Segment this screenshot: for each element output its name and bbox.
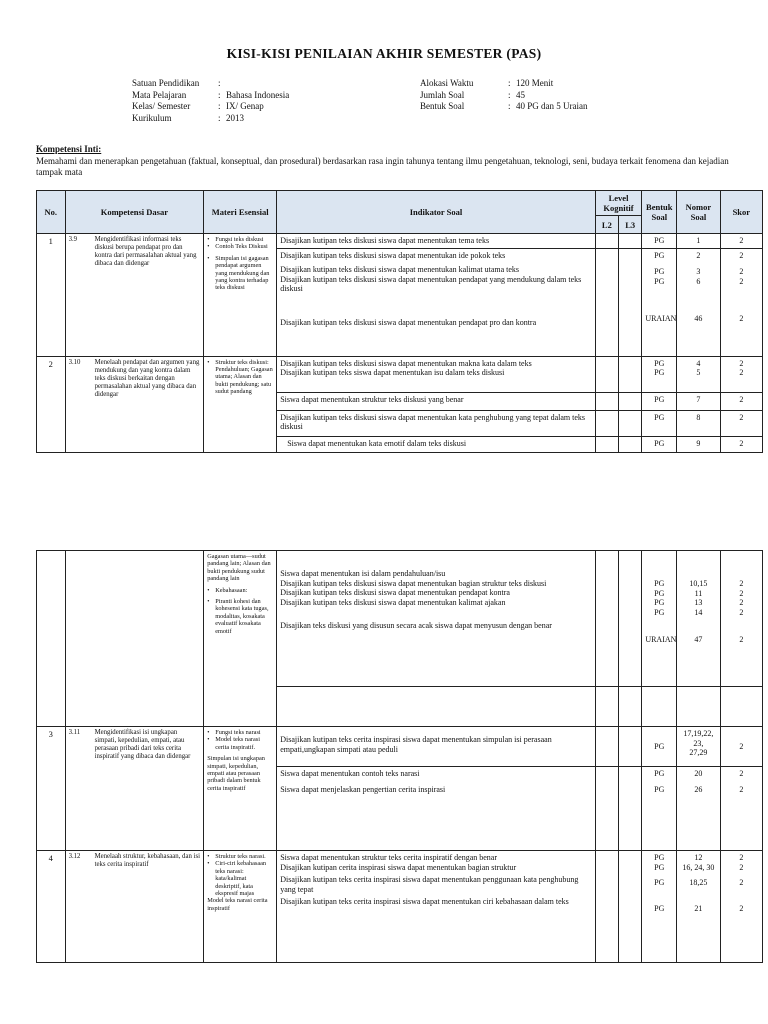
nomor-value: 11 bbox=[694, 588, 703, 598]
meta-key: Mata Pelajaran bbox=[132, 89, 187, 100]
table-row bbox=[37, 234, 763, 249]
header-skor: Skor bbox=[720, 191, 762, 234]
indikator-item: Siswa dapat menentukan struktur teks diskusi yang benar bbox=[277, 392, 596, 410]
bentuk-cell bbox=[642, 551, 677, 687]
bentuk-cell: PG bbox=[642, 436, 677, 452]
meta-value: 120 Menit bbox=[516, 78, 554, 88]
l3-cell bbox=[619, 687, 642, 727]
identity-left bbox=[132, 78, 289, 124]
l2-cell bbox=[595, 551, 618, 687]
l3-cell bbox=[619, 851, 642, 963]
header-l3: L3 bbox=[619, 216, 642, 234]
materi-cell: • Struktur teks diskusi: Pendahuluan; Gagasan utama; Alasan dan bukti pendukung; satu sudut pandang bbox=[204, 356, 277, 452]
indikator-item: Disajikan kutipan teks cerita inspirasi siswa dapat menentukan penggunaan kata penghubung yang tepat bbox=[280, 875, 579, 894]
bentuk-value: PG bbox=[654, 358, 665, 368]
kd-code: 3.12 bbox=[68, 853, 81, 860]
indikator-item: Siswa dapat menentukan contoh teks narasi bbox=[280, 769, 420, 778]
kd-text: Mengidentifikasi isi ungkapan simpati, kepedulian, empati, atau perasaan pribadi dari teks cerita inspiratif yang dibaca dan didengar bbox=[94, 729, 191, 760]
materi-item: Struktur teks diskusi: Pendahuluan; Gagasan utama; Alasan dan bukti pendukung; satu sudut pandang bbox=[215, 358, 273, 396]
materi-item: Ciri-ciri kebahasaan teks narasi: kata/kalimat deskriptif, kata ekspresif majas bbox=[215, 860, 267, 898]
meta-value: 40 PG dan 5 Uraian bbox=[516, 101, 588, 111]
indikator-item: Disajikan teks diskusi yang disusun secara acak siswa dapat menyusun dengan benar bbox=[280, 621, 552, 630]
bentuk-value: PG bbox=[654, 250, 665, 260]
kd-text: Menelaah pendapat dan argumen yang mendukung dan yang kontra dalam teks diskusi berkaitan dengan permasalahan aktual yang dibaca dan didengar bbox=[94, 358, 200, 398]
bentuk-cell bbox=[642, 248, 677, 356]
nomor-value: 6 bbox=[696, 276, 701, 286]
bentuk-value: PG bbox=[654, 588, 665, 598]
l3-cell bbox=[619, 410, 642, 436]
skor-value: 2 bbox=[739, 862, 744, 872]
nomor-cell: 8 bbox=[677, 410, 720, 436]
indikator-item: Disajikan kutipan teks diskusi siswa dapat menentukan makna kata dalam teks bbox=[280, 358, 532, 368]
l2-cell bbox=[595, 248, 618, 356]
header-nomor-soal: Nomor Soal bbox=[677, 191, 720, 234]
materi-item: Kebahasaan: bbox=[215, 586, 248, 594]
skor-value: 2 bbox=[739, 598, 744, 607]
indikator-cell bbox=[277, 767, 596, 851]
l2-cell bbox=[595, 687, 618, 727]
bentuk-value: PG bbox=[654, 862, 665, 872]
l3-cell bbox=[619, 248, 642, 356]
indikator-item: Disajikan kutipan teks diskusi siswa dapat menentukan bagian struktur teks diskusi bbox=[280, 578, 547, 588]
bentuk-value: PG bbox=[654, 903, 665, 913]
bentuk-cell bbox=[642, 687, 677, 727]
header-kompetensi-dasar: Kompetensi Dasar bbox=[65, 191, 204, 234]
l3-cell bbox=[619, 356, 642, 392]
skor-cell bbox=[720, 687, 762, 727]
nomor-value: 20 bbox=[694, 769, 703, 778]
skor-cell: 2 bbox=[720, 392, 762, 410]
skor-value: 2 bbox=[739, 784, 744, 794]
materi-cell: • Fungsi teks narasi • Model teks narasi cerita inspiratif. Simpulan isi ungkapan simpati, kepedulian, empati atau perasaan pribadi dalam bentuk cerita inspiratif bbox=[204, 727, 277, 851]
nomor-value: 10,15 bbox=[689, 579, 708, 588]
materi-cell: • Struktur teks narasi. • Ciri-ciri kebahasaan teks narasi: kata/kalimat deskriptif, kata ekspresif majas Model teks narasi cerita inspiratif bbox=[204, 851, 277, 963]
skor-value: 2 bbox=[739, 769, 744, 778]
l3-cell bbox=[619, 392, 642, 410]
materi-cell: • Fungsi teks diskusi • Contoh Teks Diskusi • Simpulan isi gagasan pendapat argumen yang mendukung dan yang kontra terhadap teks diskusi bbox=[204, 234, 277, 357]
bentuk-value: PG bbox=[654, 853, 665, 862]
bentuk-value: PG bbox=[654, 579, 665, 588]
row-number: 1 bbox=[37, 234, 66, 357]
nomor-value: 27,29 bbox=[689, 748, 708, 757]
nomor-value: 14 bbox=[694, 607, 703, 617]
indikator-item: Siswa dapat menentukan struktur teks cerita inspiratif dengan benar bbox=[280, 853, 498, 862]
nomor-value: 23, bbox=[693, 738, 704, 748]
meta-colon: : bbox=[508, 101, 511, 111]
indikator-cell bbox=[277, 727, 596, 767]
skor-value: 2 bbox=[739, 358, 744, 368]
bentuk-cell bbox=[642, 356, 677, 392]
kd-code: 3.9 bbox=[68, 236, 78, 243]
nomor-value: 4 bbox=[696, 358, 701, 368]
meta-colon: : bbox=[508, 89, 511, 100]
bentuk-value: PG bbox=[654, 784, 665, 794]
header-l2: L2 bbox=[595, 216, 618, 234]
bentuk-value: PG bbox=[654, 769, 665, 778]
l2-cell bbox=[595, 767, 618, 851]
indikator-cell bbox=[277, 687, 596, 727]
kompetensi-inti-heading: Kompetensi Inti: bbox=[36, 144, 102, 154]
table-row bbox=[37, 551, 763, 687]
kompetensi-dasar-cell bbox=[65, 234, 204, 357]
nomor-value: 3 bbox=[696, 267, 701, 276]
skor-value: 2 bbox=[739, 267, 744, 276]
indikator-item: Disajikan kutipan teks diskusi siswa dapat menentukan tema teks bbox=[280, 236, 490, 245]
kompetensi-dasar-cell bbox=[65, 727, 204, 851]
indikator-item: Disajikan kutipan teks cerita inspirasi siswa dapat menentukan simpulan isi perasaan empati,ungkapan simpati atau peduli bbox=[280, 735, 552, 754]
bentuk-value: PG bbox=[654, 878, 665, 887]
skor-value: 2 bbox=[739, 607, 744, 617]
skor-value: 2 bbox=[739, 368, 744, 377]
kd-text: Menelaah struktur, kebahasaan, dan isi teks cerita inspiratif bbox=[94, 853, 200, 868]
meta-key: Alokasi Waktu bbox=[420, 78, 474, 88]
nomor-value: 26 bbox=[694, 784, 703, 794]
kd-text: Mengidentifikasi informasi teks diskusi berupa pendapat pro dan kontra dari permasalahan aktual yang dibaca dan didengar bbox=[94, 236, 197, 267]
skor-cell: 2 bbox=[720, 410, 762, 436]
l3-cell bbox=[619, 234, 642, 249]
nomor-value: 46 bbox=[694, 314, 703, 323]
meta-key: Kurikulum bbox=[132, 112, 172, 123]
l3-cell bbox=[619, 767, 642, 851]
materi-item: Struktur teks narasi. bbox=[215, 853, 266, 860]
indikator-item: Siswa dapat menjelaskan pengertian cerita inspirasi bbox=[280, 784, 446, 794]
nomor-cell bbox=[677, 248, 720, 356]
nomor-value: 5 bbox=[696, 368, 701, 377]
kisi-kisi-table-part-1 bbox=[36, 190, 763, 453]
header-bentuk-soal: Bentuk Soal bbox=[642, 191, 677, 234]
skor-cell bbox=[720, 851, 762, 963]
meta-value: 45 bbox=[516, 89, 525, 100]
meta-colon: : bbox=[508, 78, 511, 88]
skor-cell bbox=[720, 551, 762, 687]
nomor-value: 17,19,22, bbox=[683, 729, 714, 738]
nomor-value: 2 bbox=[696, 250, 701, 260]
materi-item: Fungsi teks narasi bbox=[215, 729, 261, 736]
bentuk-cell: PG bbox=[642, 727, 677, 767]
meta-colon: : bbox=[218, 101, 221, 111]
nomor-value: 18,25 bbox=[689, 878, 708, 887]
header-no: No. bbox=[37, 191, 66, 234]
l2-cell bbox=[595, 234, 618, 249]
skor-value: 2 bbox=[739, 853, 744, 862]
meta-value: IX/ Genap bbox=[226, 101, 264, 111]
row-number bbox=[37, 551, 66, 727]
nomor-cell bbox=[677, 687, 720, 727]
table-row bbox=[37, 727, 763, 767]
bentuk-value: URAIAN bbox=[645, 635, 677, 644]
l2-cell bbox=[595, 727, 618, 767]
bentuk-cell bbox=[642, 767, 677, 851]
nomor-cell bbox=[677, 727, 720, 767]
bentuk-cell: PG bbox=[642, 392, 677, 410]
indikator-item: Disajikan kutipan cerita inspirasi siswa dapat menentukan bagian struktur bbox=[280, 862, 517, 872]
indikator-item: Disajikan kutipan teks diskusi siswa dapat menentukan pendapat kontra bbox=[280, 588, 510, 597]
meta-colon: : bbox=[218, 89, 221, 100]
nomor-cell: 7 bbox=[677, 392, 720, 410]
kompetensi-dasar-cell bbox=[65, 356, 204, 452]
skor-value: 2 bbox=[739, 588, 744, 598]
nomor-value: 21 bbox=[694, 903, 703, 913]
skor-value: 2 bbox=[739, 276, 744, 286]
materi-item: Simpulan isi ungkapan simpati, kepedulian, empati atau perasaan pribadi dalam bentuk cerita inspiratif bbox=[207, 755, 265, 792]
skor-cell bbox=[720, 248, 762, 356]
indikator-cell bbox=[277, 356, 596, 392]
kd-code: 3.10 bbox=[68, 358, 81, 366]
indikator-item: Disajikan kutipan teks diskusi siswa dapat menentukan pendapat pro dan kontra bbox=[280, 317, 537, 327]
meta-key: Bentuk Soal bbox=[420, 101, 465, 111]
nomor-value: 47 bbox=[694, 635, 703, 644]
nomor-cell bbox=[677, 767, 720, 851]
indikator-item: Disajikan kutipan teks diskusi siswa dapat menentukan kalimat ajakan bbox=[280, 597, 506, 607]
meta-value: Bahasa Indonesia bbox=[226, 89, 290, 100]
nomor-cell: 9 bbox=[677, 436, 720, 452]
nomor-cell bbox=[677, 551, 720, 687]
nomor-value: 13 bbox=[694, 598, 703, 607]
bentuk-value: PG bbox=[654, 607, 665, 617]
bentuk-value: URAIAN bbox=[645, 314, 677, 323]
nomor-cell bbox=[677, 356, 720, 392]
header-materi: Materi Esensial bbox=[204, 191, 277, 234]
kd-code: 3.11 bbox=[68, 729, 81, 736]
skor-cell: 2 bbox=[720, 234, 762, 249]
skor-value: 2 bbox=[739, 579, 744, 588]
meta-key: Satuan Pendidikan bbox=[132, 78, 200, 88]
indikator-cell bbox=[277, 410, 596, 436]
bentuk-value: PG bbox=[654, 368, 665, 377]
materi-item: Model teks narasi cerita inspiratif. bbox=[215, 736, 260, 751]
row-number: 2 bbox=[37, 356, 66, 452]
skor-cell: 2 bbox=[720, 727, 762, 767]
skor-value: 2 bbox=[739, 250, 744, 260]
kisi-kisi-table-part-2 bbox=[36, 550, 763, 963]
meta-value: 2013 bbox=[226, 112, 244, 123]
meta-colon: : bbox=[218, 78, 221, 88]
indikator-item: Disajikan kutipan teks cerita inspirasi siswa dapat menentukan ciri kebahasaan dalam teks bbox=[280, 897, 569, 906]
l3-cell bbox=[619, 727, 642, 767]
kompetensi-dasar-cell bbox=[65, 851, 204, 963]
indikator-cell bbox=[277, 851, 596, 963]
skor-value: 2 bbox=[739, 903, 744, 913]
materi-item: Model teks narasi cerita inspiratif bbox=[207, 897, 268, 912]
header-indikator: Indikator Soal bbox=[277, 191, 596, 234]
row-number: 4 bbox=[37, 851, 66, 963]
l3-cell bbox=[619, 436, 642, 452]
skor-cell bbox=[720, 767, 762, 851]
skor-value: 2 bbox=[739, 314, 744, 323]
materi-item: Piranti kohesi dan kohesensi kata tugas, modalitas, kosakata evaluatif kosakata emotif bbox=[215, 598, 269, 635]
materi-item: Gagasan utama—sudut pandang lain; Alasan dan bukti pendukung sudut pandang lain bbox=[207, 553, 271, 583]
indikator-item: Siswa dapat menentukan kata emotif dalam teks diskusi bbox=[277, 436, 596, 452]
row-number: 3 bbox=[37, 727, 66, 851]
table-row bbox=[37, 356, 763, 392]
bentuk-value: PG bbox=[654, 598, 665, 607]
indikator-cell bbox=[277, 551, 596, 687]
l2-cell bbox=[595, 410, 618, 436]
kompetensi-inti bbox=[36, 144, 736, 179]
indikator-item: Disajikan kutipan teks diskusi siswa dapat menentukan ide pokok teks bbox=[280, 250, 506, 260]
meta-colon: : bbox=[218, 112, 221, 123]
bentuk-value: PG bbox=[654, 276, 665, 286]
indikator-cell bbox=[277, 248, 596, 356]
bentuk-cell bbox=[642, 851, 677, 963]
skor-value: 2 bbox=[739, 878, 744, 887]
materi-item: Contoh Teks Diskusi bbox=[215, 243, 268, 251]
bentuk-cell: PG bbox=[642, 234, 677, 249]
nomor-value: 16, 24, 30 bbox=[682, 862, 715, 872]
skor-value: 2 bbox=[739, 635, 744, 644]
materi-cell: Gagasan utama—sudut pandang lain; Alasan dan bukti pendukung sudut pandang lain • Kebahasaan: • Piranti kohesi dan kohesensi kata tugas, modalitas, kosakata evaluatif kosakata emotif bbox=[204, 551, 277, 727]
kompetensi-inti-text: Memahami dan menerapkan pengetahuan (faktual, konseptual, dan prosedural) berdasarkan rasa ingin tahunya tentang ilmu pengetahuan, teknologi, seni, budaya terkait fenomena dan kejadian tampak mata bbox=[36, 155, 729, 177]
kompetensi-dasar-cell bbox=[65, 551, 204, 727]
l2-cell bbox=[595, 392, 618, 410]
skor-cell bbox=[720, 356, 762, 392]
indikator-item: Siswa dapat menentukan isi dalam pendahuluan/isu bbox=[280, 569, 446, 578]
nomor-cell: 1 bbox=[677, 234, 720, 249]
nomor-value: 12 bbox=[694, 853, 703, 862]
l2-cell bbox=[595, 356, 618, 392]
meta-key: Jumlah Soal bbox=[420, 89, 465, 100]
indikator-item: Disajikan kutipan teks diskusi siswa dapat menentukan kata penghubung yang tepat dalam teks diskusi bbox=[280, 412, 586, 431]
nomor-cell bbox=[677, 851, 720, 963]
l3-cell bbox=[619, 551, 642, 687]
bentuk-cell: PG bbox=[642, 410, 677, 436]
l2-cell bbox=[595, 436, 618, 452]
header-level-kognitif: Level Kognitif bbox=[595, 191, 642, 216]
indikator-item: Disajikan kutipan teks siswa dapat menentukan isu dalam teks diskusi bbox=[280, 368, 505, 377]
indikator-cell bbox=[277, 234, 596, 249]
page-title: KISI-KISI PENILAIAN AKHIR SEMESTER (PAS) bbox=[226, 46, 542, 61]
skor-cell: 2 bbox=[720, 436, 762, 452]
materi-item: Fungsi teks diskusi bbox=[215, 236, 264, 243]
table-row bbox=[37, 851, 763, 963]
indikator-item: Disajikan kutipan teks diskusi siswa dapat menentukan kalimat utama teks bbox=[280, 265, 520, 274]
l2-cell bbox=[595, 851, 618, 963]
identity-right bbox=[420, 78, 588, 113]
indikator-item: Disajikan kutipan teks diskusi siswa dapat menentukan pendapat yang mendukung dalam teks diskusi bbox=[280, 274, 582, 293]
materi-item: Simpulan isi gagasan pendapat argumen yang mendukung dan yang kontra terhadap teks diskusi bbox=[215, 254, 270, 292]
bentuk-value: PG bbox=[654, 267, 665, 276]
meta-key: Kelas/ Semester bbox=[132, 101, 191, 111]
